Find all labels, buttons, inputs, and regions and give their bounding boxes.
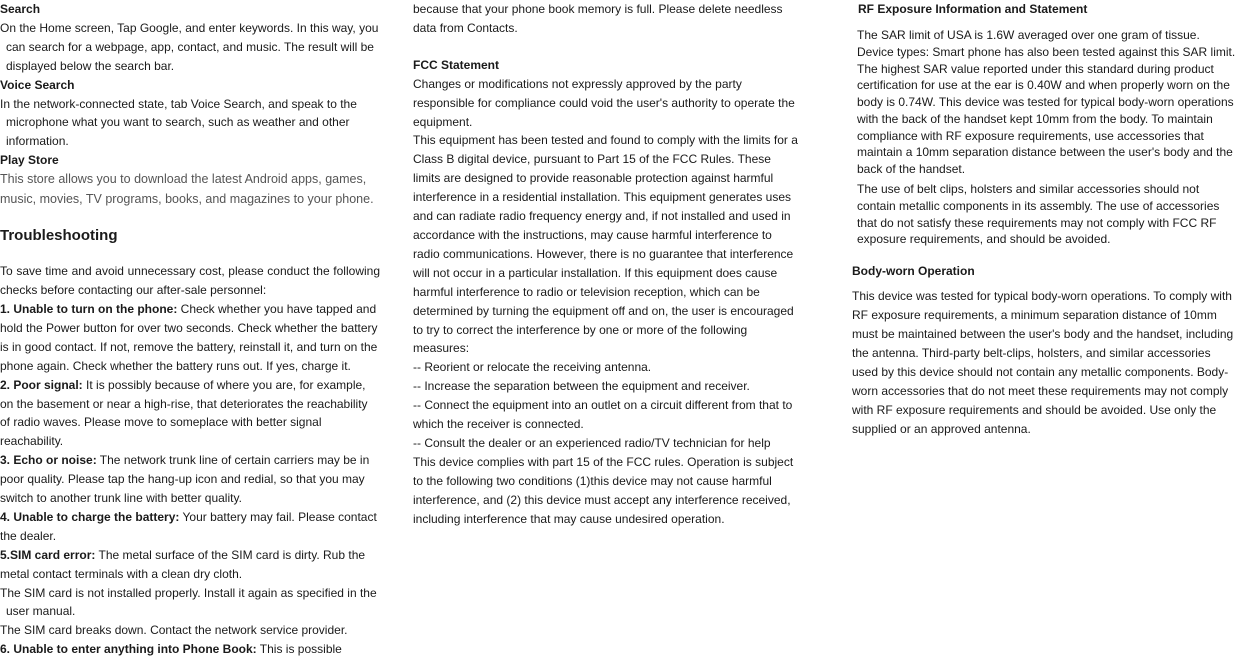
trouble-item-label: 4. Unable to charge the battery: [0, 509, 180, 524]
troubleshooting-intro: To save time and avoid unnecessary cost, please conduct the following checks before contacting our after-sale personnel: [0, 264, 380, 298]
body-worn-text: This device was tested for typical body-worn operations. To comply with RF exposure requirements, a minimum separation distance of 10mm must be maintained between the user's body and the handset, including the antenna. Third-party belt-clips, holsters, and similar accessories used by this device should not contain any metallic components. Body-worn accessories that do not meet these requirements may not comply with RF exposure requirements and should be avoided. Use only the supplied or an approved antenna. [852, 289, 1234, 436]
sim-breaks-text: The SIM card breaks down. Contact the network service provider. [0, 623, 348, 638]
fcc-paragraph-2: This equipment has been tested and found to comply with the limits for a Class B digital device, pursuant to Part 15 of the FCC Rules. These limits are designed to provide reasonable protection against harmful interference in a residential installation. This equipment generates uses and can radiate radio frequency energy and, if not installed and used in accordance with the instructions, may cause harmful interference to radio communications. However, there is no guarantee that interference will not occur in a particular installation. If this equipment does cause harmful interference to radio or television reception, which can be determined by turning the equipment off and on, the user is encouraged to try to correct the interference by one or more of the following measures: [413, 133, 798, 356]
play-store-heading: Play Store [0, 153, 59, 168]
fcc-paragraph-1: Changes or modifications not expressly approved by the party responsible for compliance could void the user's authority to operate the equipment. [413, 76, 795, 129]
trouble-item-label: 5.SIM card error: [0, 547, 96, 562]
fcc-measure: -- Reorient or relocate the receiving antenna. [413, 360, 652, 375]
trouble-item-label: 1. Unable to turn on the phone: [0, 301, 178, 316]
troubleshooting-heading: Troubleshooting [0, 227, 118, 245]
search-heading: Search [0, 2, 41, 16]
rf-exposure-heading: RF Exposure Information and Statement [858, 2, 1088, 16]
trouble-item [0, 640, 380, 659]
trouble-item-text: It is possibly because of where you are, for example, on the basement or near a high-rise, that deteriorates the reachability of radio waves. Please move to someplace with better signal reachability. [0, 377, 368, 449]
trouble-item [0, 376, 380, 452]
fcc-statement-heading: FCC Statement [413, 57, 500, 72]
fcc-measure: -- Connect the equipment into an outlet on a circuit different from that to which the receiver is connected. [413, 398, 793, 432]
trouble-item-label: 3. Echo or noise: [0, 453, 97, 468]
voice-search-text: In the network-connected state, tab Voice Search, and speak to the microphone what you want to search, such as weather and other information. [0, 96, 357, 149]
rf-exposure-paragraph-2: The use of belt clips, holsters and similar accessories should not contain metallic components in its assembly. The use of accessories that do not satisfy these requirements may not comply with FCC RF exposure requirements, and should be avoided. [857, 182, 1220, 247]
trouble-item-label: 6. Unable to enter anything into Phone Book: [0, 642, 257, 657]
spacer [413, 38, 798, 56]
trouble-item-text: The metal surface of the SIM card is dirty. Rub the metal contact terminals with a clean dry cloth. [0, 547, 366, 581]
sim-not-installed-text: The SIM card is not installed properly. Install it again as specified in the user manual. [0, 585, 377, 619]
fcc-measure: -- Consult the dealer or an experienced radio/TV technician for help [413, 435, 771, 450]
search-text: On the Home screen, Tap Google, and enter keywords. In this way, you can search for a webpage, app, contact, and music. The result will be displayed below the search bar. [0, 20, 379, 73]
play-store-text: This store allows you to download the latest Android apps, games, music, movies, TV programs, books, and magazines to your phone. [0, 172, 374, 206]
column-middle [413, 0, 798, 528]
trouble-item-text: Your battery may fail. Please contact the dealer. [0, 509, 377, 543]
trouble-item-label: 2. Poor signal: [0, 377, 83, 392]
trouble-item [0, 451, 380, 508]
rf-exposure-paragraph-1: The SAR limit of USA is 1.6W averaged over one gram of tissue. Device types: Smart phone has also been tested against this SAR limit. The highest SAR value reported under this standard during product certification for use at the ear is 0.40W and when properly worn on the body is 0.74W. This device was tested for typical body-worn operations with the back of the handset kept 10mm from the body. To maintain compliance with RF exposure requirements, use accessories that maintain a 10mm separation distance between the user's body and the back of the handset. [857, 27, 1236, 177]
voice-search-heading: Voice Search [0, 77, 75, 92]
fcc-paragraph-3: This device complies with part 15 of the FCC rules. Operation is subject to the following two conditions (1)this device may not cause harmful interference, and (2) this device must accept any interference received, including interference that may cause undesired operation. [413, 454, 794, 526]
column-left [0, 0, 380, 659]
body-worn-heading: Body-worn Operation [852, 264, 975, 279]
trouble-item [0, 300, 380, 376]
trouble-item-text: Check whether you have tapped and hold the Power button for over two seconds. Check whether the battery is in good contact. If not, remove the battery, reinstall it, and turn on the phone again. Check whether the battery runs out. If yes, charge it. [0, 301, 378, 373]
trouble-item-text: The network trunk line of certain carriers may be in poor quality. Please tap the hang-up icon and redial, so that you may switch to another trunk line with better quality. [0, 453, 370, 506]
trouble-item-text: This is possible [256, 642, 342, 657]
column-right [852, 0, 1238, 438]
trouble-item [0, 546, 380, 584]
fcc-measure: -- Increase the separation between the equipment and receiver. [413, 379, 750, 394]
trouble-item [0, 508, 380, 546]
phone-book-continued-text: because that your phone book memory is full. Please delete needless data from Contacts. [413, 2, 783, 35]
